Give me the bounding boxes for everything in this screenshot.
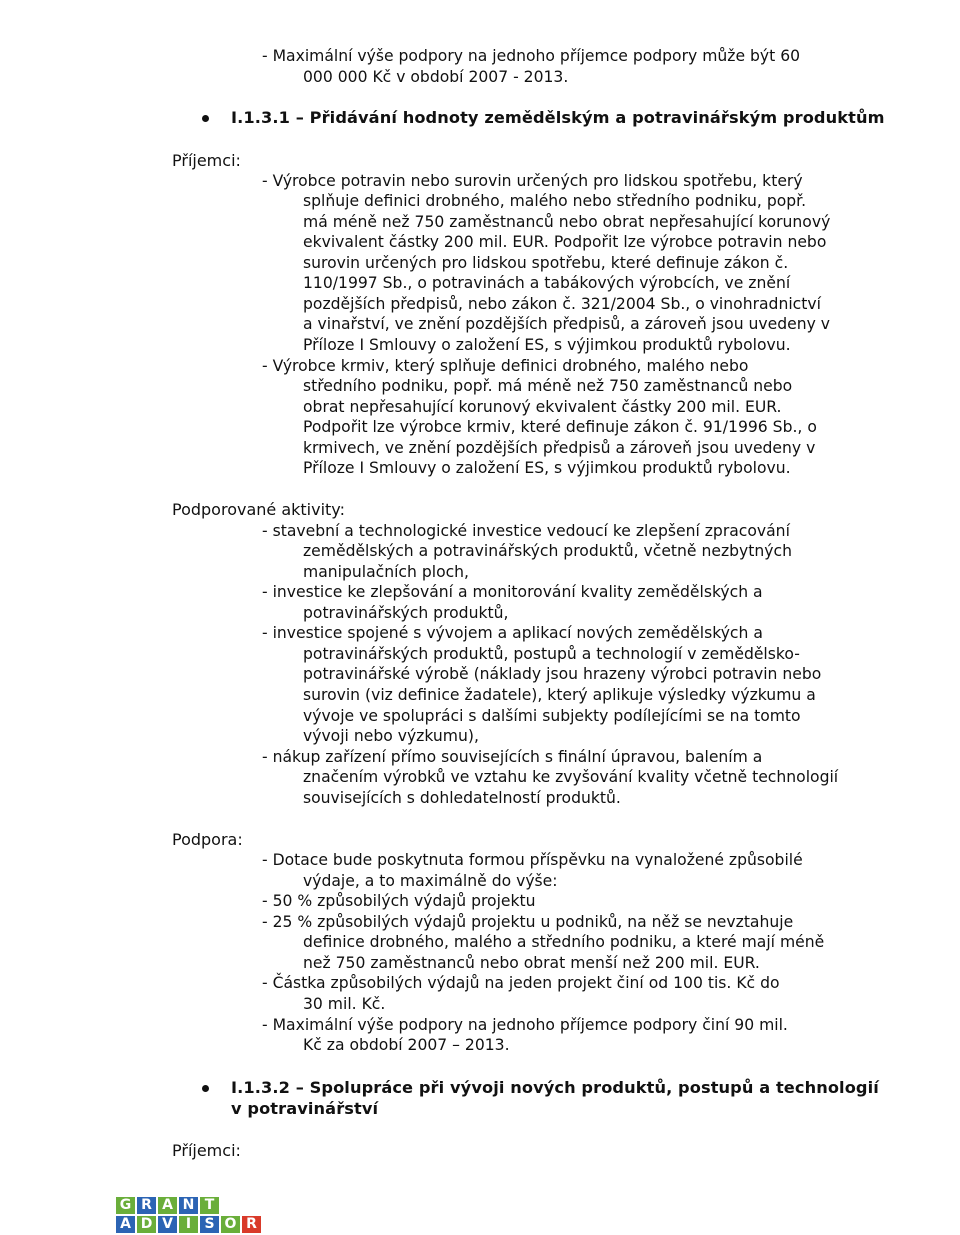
top-item-line-1: - Maximální výše podpory na jednoho příjemce podpory může být 60 xyxy=(262,47,801,65)
activities-line: potravinářských produktů, postupů a technologií v zemědělsko- xyxy=(303,645,800,663)
recipients-line: a vinařství, ve znění pozdějších předpisů, a zároveň jsou uvedeny v xyxy=(303,315,831,333)
logo-letter-tile: G xyxy=(116,1197,135,1214)
section2-title-line-1: I.1.3.2 – Spolupráce při vývoji nových produktů, postupů a technologií xyxy=(231,1078,879,1097)
activities-line: - investice spojené s vývojem a aplikací nových zemědělských a xyxy=(262,624,763,642)
support-line: - Dotace bude poskytnuta formou příspěvku na vynaložené způsobilé xyxy=(262,851,803,869)
section1-title: I.1.3.1 – Přidávání hodnoty zemědělským a potravinářským produktům xyxy=(231,108,885,127)
activities-line: - investice ke zlepšování a monitorování kvality zemědělských a xyxy=(262,583,763,601)
activities-line: surovin (viz definice žadatele), který aplikuje výsledky výzkumu a xyxy=(303,686,816,704)
activities-line: potravinářských produktů, xyxy=(303,604,509,622)
recipients-line: Podpořit lze výrobce krmiv, které definuje zákon č. 91/1996 Sb., o xyxy=(303,418,817,436)
activities-line: zemědělských a potravinářských produktů, včetně nezbytných xyxy=(303,542,792,560)
recipients-line: pozdějších předpisů, nebo zákon č. 321/2004 Sb., o vinohradnictví xyxy=(303,295,821,313)
logo-row-advisor xyxy=(116,1216,261,1233)
support-line: 30 mil. Kč. xyxy=(303,995,386,1013)
recipients-line: surovin určených pro lidskou spotřebu, které definuje zákon č. xyxy=(303,254,789,272)
activities-line: - stavební a technologické investice vedoucí ke zlepšení zpracování xyxy=(262,522,790,540)
recipients-line: obrat nepřesahující korunový ekvivalent částky 200 mil. EUR. xyxy=(303,398,782,416)
recipients-line: Příloze I Smlouvy o založení ES, s výjimkou produktů rybolovu. xyxy=(303,336,791,354)
top-item-line-2: 000 000 Kč v období 2007 - 2013. xyxy=(303,68,569,86)
bullet-icon xyxy=(202,1085,209,1092)
support-line: výdaje, a to maximálně do výše: xyxy=(303,872,558,890)
logo-letter-tile: V xyxy=(158,1216,177,1233)
activities-label: Podporované aktivity: xyxy=(172,500,345,519)
recipients-line: Příloze I Smlouvy o založení ES, s výjimkou produktů rybolovu. xyxy=(303,459,791,477)
recipients-line: 110/1997 Sb., o potravinách a tabákových výrobcích, ve znění xyxy=(303,274,791,292)
logo-letter-tile: S xyxy=(200,1216,219,1233)
activities-line: manipulačních ploch, xyxy=(303,563,470,581)
recipients-line: ekvivalent částky 200 mil. EUR. Podpořit lze výrobce potravin nebo xyxy=(303,233,827,251)
logo-row-grant xyxy=(116,1197,261,1214)
support-line: definice drobného, malého a středního podniku, a které mají méně xyxy=(303,933,825,951)
recipients-line: splňuje definici drobného, malého nebo středního podniku, popř. xyxy=(303,192,807,210)
support-line: - 25 % způsobilých výdajů projektu u podniků, na něž se nevztahuje xyxy=(262,913,794,931)
activities-line: vývoje ve spolupráci s dalšími subjekty podílejícími se na tomto xyxy=(303,707,801,725)
support-line: než 750 zaměstnanců nebo obrat menší než 200 mil. EUR. xyxy=(303,954,760,972)
activities-line: vývoji nebo výzkumu), xyxy=(303,727,479,745)
support-label: Podpora: xyxy=(172,830,243,849)
logo-letter-tile: O xyxy=(221,1216,240,1233)
activities-line: - nákup zařízení přímo souvisejících s finální úpravou, balením a xyxy=(262,748,763,766)
bullet-icon xyxy=(202,115,209,122)
logo-letter-tile: A xyxy=(158,1197,177,1214)
support-line: - Maximální výše podpory na jednoho příjemce podpory činí 90 mil. xyxy=(262,1016,788,1034)
activities-line: potravinářské výrobě (náklady jsou hrazeny výrobci potravin nebo xyxy=(303,665,822,683)
grant-advisor-logo xyxy=(116,1197,261,1235)
logo-letter-tile: A xyxy=(116,1216,135,1233)
support-line: - 50 % způsobilých výdajů projektu xyxy=(262,892,536,910)
logo-letter-tile: R xyxy=(242,1216,261,1233)
support-line: - Částka způsobilých výdajů na jeden projekt činí od 100 tis. Kč do xyxy=(262,974,780,992)
logo-letter-tile: D xyxy=(137,1216,156,1233)
section2-recipients-label: Příjemci: xyxy=(172,1141,241,1160)
section2-title-line-2: v potravinářství xyxy=(231,1099,379,1118)
recipients-line: středního podniku, popř. má méně než 750 zaměstnanců nebo xyxy=(303,377,793,395)
recipients-line: má méně než 750 zaměstnanců nebo obrat nepřesahující korunový xyxy=(303,213,831,231)
recipients-line: - Výrobce potravin nebo surovin určených pro lidskou spotřebu, který xyxy=(262,172,803,190)
logo-letter-tile: R xyxy=(137,1197,156,1214)
recipients-line: krmivech, ve znění pozdějších předpisů a zároveň jsou uvedeny v xyxy=(303,439,816,457)
recipients-label: Příjemci: xyxy=(172,151,241,170)
recipients-line: - Výrobce krmiv, který splňuje definici drobného, malého nebo xyxy=(262,357,749,375)
logo-letter-tile: T xyxy=(200,1197,219,1214)
activities-line: souvisejících s dohledatelností produktů. xyxy=(303,789,621,807)
activities-line: značením výrobků ve vztahu ke zvyšování kvality včetně technologií xyxy=(303,768,839,786)
logo-letter-tile: N xyxy=(179,1197,198,1214)
logo-letter-tile: I xyxy=(179,1216,198,1233)
support-line: Kč za období 2007 – 2013. xyxy=(303,1036,510,1054)
